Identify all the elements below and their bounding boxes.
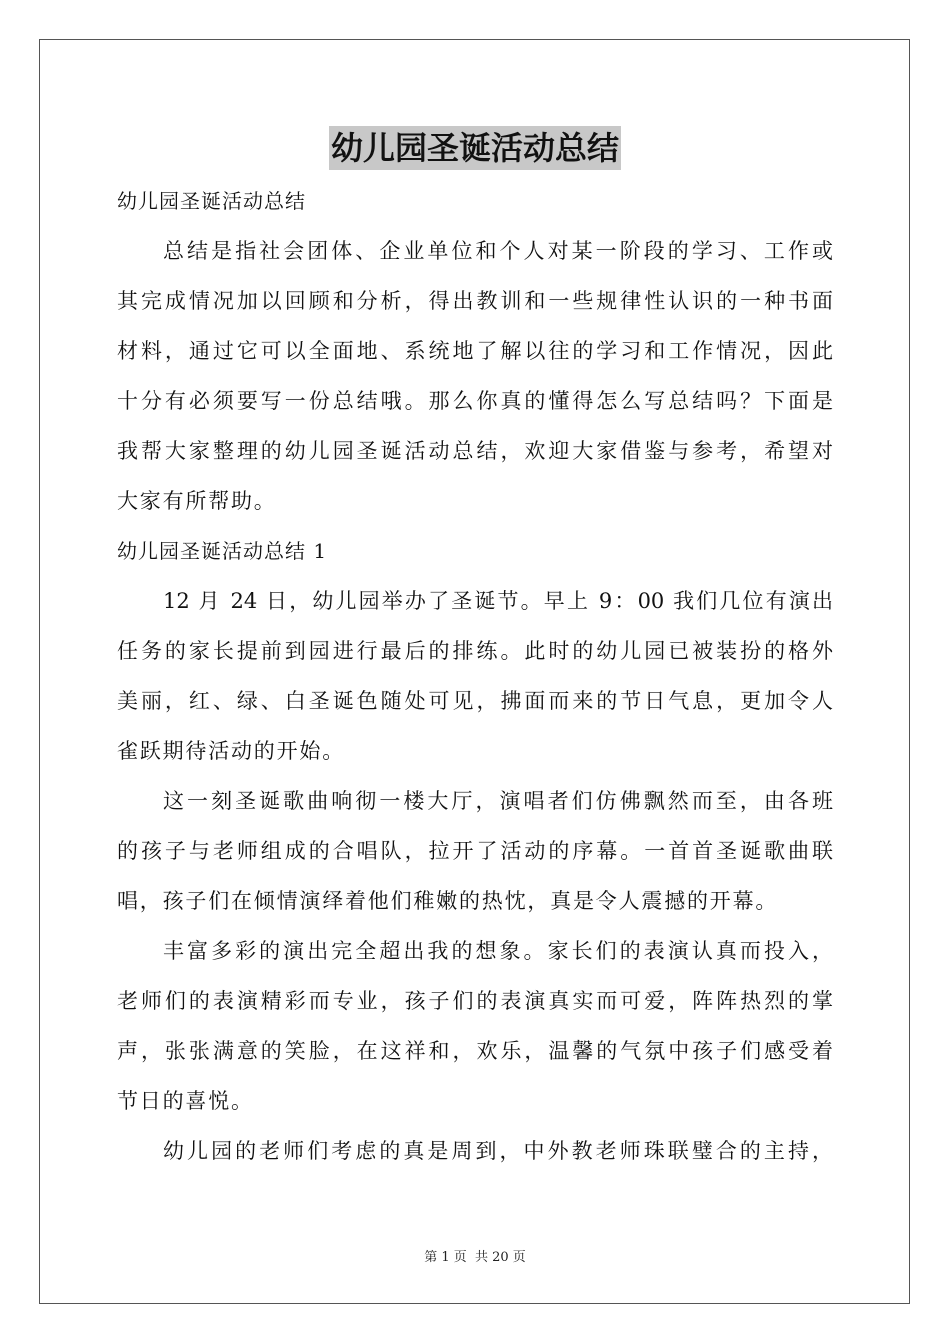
text-line: 幼儿园的老师们考虑的真是周到，中外教老师珠联璧合的主持， [163,1139,833,1163]
text-line: 丰富多彩的演出完全超出我的想象。家长们的表演认真而投入， [163,939,833,963]
text-line: 美丽，红、绿、白圣诞色随处可见，拂面而来的节日气息，更加令人 [117,689,833,713]
text-line: 节日的喜悦。 [117,1089,254,1113]
page-number: 第 1 页 [424,1250,467,1265]
text-line: 老师们的表演精彩而专业，孩子们的表演真实而可爱，阵阵热烈的掌 [117,989,833,1013]
text-line: 我帮大家整理的幼儿园圣诞活动总结，欢迎大家借鉴与参考，希望对 [117,439,833,463]
title-wrap [0,126,950,170]
text-line: 12 月 24 日，幼儿园举办了圣诞节。早上 9：00 我们几位有演出 [163,589,833,613]
section-heading: 幼儿园圣诞活动总结 1 [117,539,328,563]
text-line: 这一刻圣诞歌曲响彻一楼大厅，演唱者们仿佛飘然而至，由各班 [163,789,833,813]
text-line: 的孩子与老师组成的合唱队，拉开了活动的序幕。一首首圣诞歌曲联 [117,839,833,863]
text-line: 十分有必须要写一份总结哦。那么你真的懂得怎么写总结吗？下面是 [117,389,833,413]
text-line: 材料，通过它可以全面地、系统地了解以往的学习和工作情况，因此 [117,339,833,363]
page-total: 共 20 页 [474,1250,526,1265]
document-title: 幼儿园圣诞活动总结 [329,126,621,170]
section-heading: 幼儿园圣诞活动总结 [117,189,306,213]
page-footer [0,1246,950,1265]
document-body [117,176,833,1176]
text-line: 声，张张满意的笑脸，在这祥和，欢乐，温馨的气氛中孩子们感受着 [117,1039,833,1063]
text-line: 任务的家长提前到园进行最后的排练。此时的幼儿园已被装扮的格外 [117,639,833,663]
text-line: 大家有所帮助。 [117,489,277,513]
text-line: 其完成情况加以回顾和分析，得出教训和一些规律性认识的一种书面 [117,289,833,313]
text-line: 唱，孩子们在倾情演绎着他们稚嫩的热忱，真是令人震撼的开幕。 [117,889,779,913]
text-line: 雀跃期待活动的开始。 [117,739,345,763]
text-line: 总结是指社会团体、企业单位和个人对某一阶段的学习、工作或 [163,239,833,263]
